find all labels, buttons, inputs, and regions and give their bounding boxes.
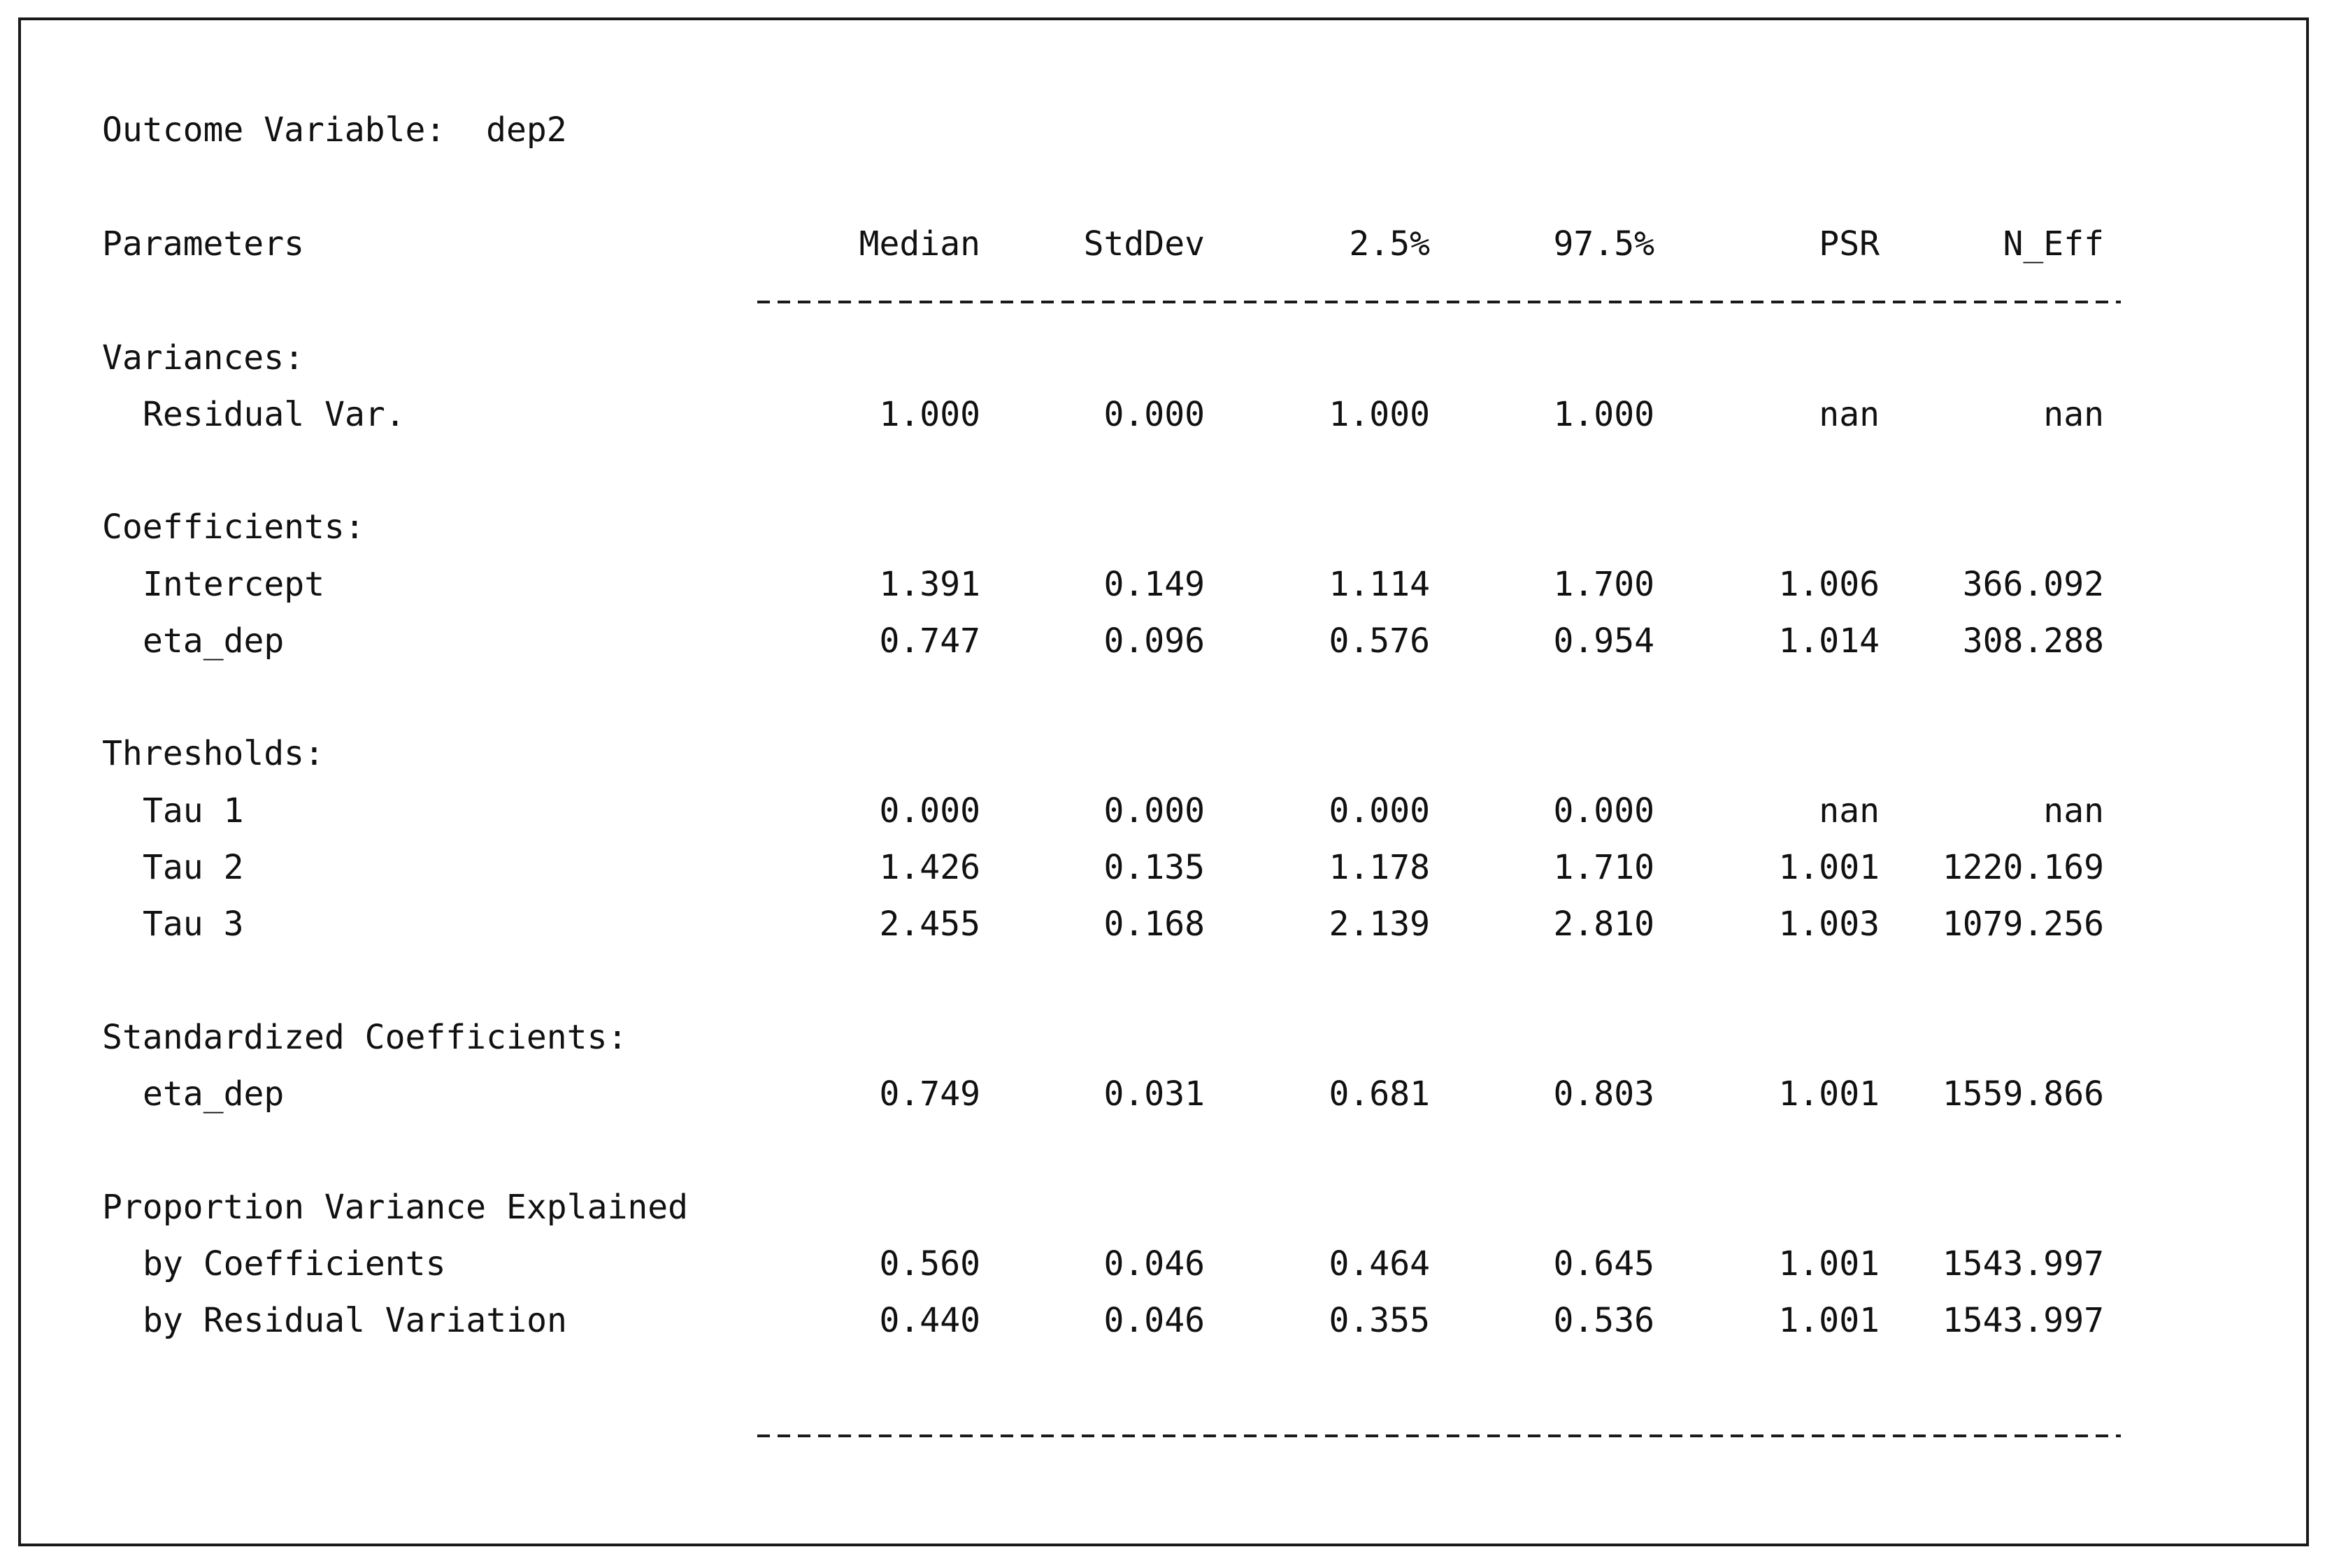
value-psr: 1.003: [1778, 905, 1880, 944]
value-upper-ci: 1.700: [1553, 565, 1654, 604]
value-stddev: 0.046: [1103, 1301, 1205, 1340]
value-psr: nan: [1819, 395, 1880, 434]
value-psr: 1.001: [1778, 1244, 1880, 1283]
value-upper-ci: 0.803: [1553, 1074, 1654, 1114]
value-lower-ci: 2.139: [1329, 905, 1430, 944]
outcome-variable-line: Outcome Variable: dep2: [102, 110, 567, 150]
value-neff: 1220.169: [1942, 848, 2104, 887]
value-neff: 1079.256: [1942, 905, 2104, 944]
value-stddev: 0.031: [1103, 1074, 1205, 1114]
value-median: 0.749: [879, 1074, 980, 1114]
value-stddev: 0.000: [1103, 395, 1205, 434]
value-upper-ci: 1.000: [1553, 395, 1654, 434]
value-median: 0.560: [879, 1244, 980, 1283]
value-neff: 308.288: [1962, 621, 2104, 661]
row-label: by Coefficients: [143, 1244, 446, 1283]
value-median: 0.440: [879, 1301, 980, 1340]
value-psr: 1.001: [1778, 1301, 1880, 1340]
header-divider: [757, 301, 2121, 303]
row-label: eta_dep: [143, 621, 285, 661]
section-title-standardized-coefficients: Standardized Coefficients:: [102, 1018, 628, 1057]
value-psr: 1.001: [1778, 848, 1880, 887]
value-lower-ci: 0.000: [1329, 791, 1430, 830]
value-median: 0.000: [879, 791, 980, 830]
value-lower-ci: 0.355: [1329, 1301, 1430, 1340]
value-upper-ci: 0.954: [1553, 621, 1654, 661]
value-upper-ci: 2.810: [1553, 905, 1654, 944]
value-neff: 366.092: [1962, 565, 2104, 604]
row-label: Tau 3: [143, 905, 244, 944]
value-stddev: 0.149: [1103, 565, 1205, 604]
column-header-stddev: StdDev: [1083, 224, 1205, 264]
parameters-header: Parameters: [102, 224, 304, 264]
value-median: 1.391: [879, 565, 980, 604]
column-header-upper-ci: 97.5%: [1553, 224, 1654, 264]
column-header-psr: PSR: [1819, 224, 1880, 264]
section-title-proportion-variance-explained: Proportion Variance Explained: [102, 1188, 689, 1227]
value-neff: 1543.997: [1942, 1244, 2104, 1283]
value-median: 0.747: [879, 621, 980, 661]
column-header-lower-ci: 2.5%: [1349, 224, 1430, 264]
value-neff: 1559.866: [1942, 1074, 2104, 1114]
value-neff: nan: [2043, 395, 2104, 434]
value-neff: 1543.997: [1942, 1301, 2104, 1340]
value-stddev: 0.168: [1103, 905, 1205, 944]
value-psr: 1.001: [1778, 1074, 1880, 1114]
value-upper-ci: 0.645: [1553, 1244, 1654, 1283]
value-median: 1.000: [879, 395, 980, 434]
value-lower-ci: 1.178: [1329, 848, 1430, 887]
row-label: Tau 2: [143, 848, 244, 887]
value-lower-ci: 1.114: [1329, 565, 1430, 604]
footer-divider: [757, 1434, 2121, 1437]
value-upper-ci: 0.536: [1553, 1301, 1654, 1340]
value-stddev: 0.000: [1103, 791, 1205, 830]
value-upper-ci: 0.000: [1553, 791, 1654, 830]
row-label: Intercept: [143, 565, 325, 604]
value-lower-ci: 0.464: [1329, 1244, 1430, 1283]
value-lower-ci: 0.681: [1329, 1074, 1430, 1114]
value-median: 2.455: [879, 905, 980, 944]
section-title-thresholds: Thresholds:: [102, 734, 324, 773]
value-psr: 1.014: [1778, 621, 1880, 661]
row-label: by Residual Variation: [143, 1301, 567, 1340]
row-label: Residual Var.: [143, 395, 406, 434]
row-label: eta_dep: [143, 1074, 285, 1114]
value-median: 1.426: [879, 848, 980, 887]
column-header-neff: N_Eff: [2003, 224, 2104, 264]
value-neff: nan: [2043, 791, 2104, 830]
section-title-coefficients: Coefficients:: [102, 508, 365, 547]
value-stddev: 0.046: [1103, 1244, 1205, 1283]
value-stddev: 0.096: [1103, 621, 1205, 661]
value-psr: nan: [1819, 791, 1880, 830]
value-psr: 1.006: [1778, 565, 1880, 604]
section-title-variances: Variances:: [102, 338, 304, 377]
row-label: Tau 1: [143, 791, 244, 830]
value-lower-ci: 1.000: [1329, 395, 1430, 434]
column-header-median: Median: [859, 224, 980, 264]
value-lower-ci: 0.576: [1329, 621, 1430, 661]
value-upper-ci: 1.710: [1553, 848, 1654, 887]
value-stddev: 0.135: [1103, 848, 1205, 887]
